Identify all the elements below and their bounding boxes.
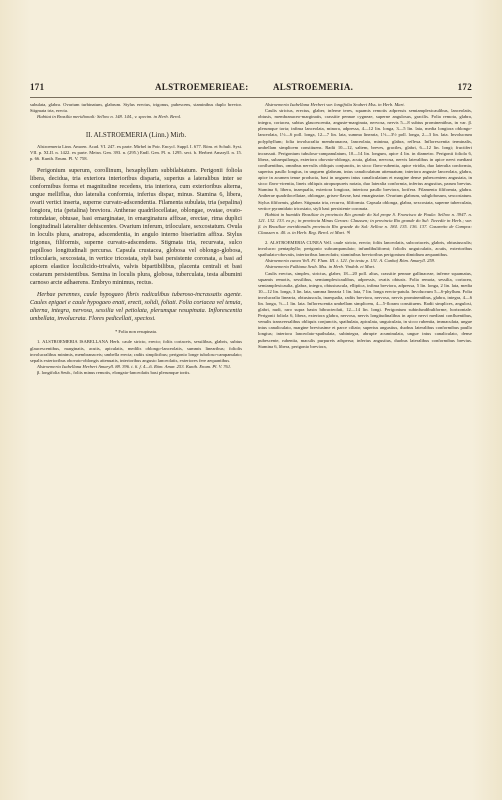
species-2-reference-2: Alstroemeria Fulkiana Seub. Mss. in Herb. Vindob. et Mart. [265,264,376,270]
page-number-left: 171 [30,82,45,92]
intro-habitat: Habitat in Brasilia meridionali: Sellow n. 148. 144., v. specim. in Herb. Berol. [37,114,182,120]
species-1-diagnosis: 1. ALSTROEMERIA ISABELLANA Herb. caule stricto, erecto; foliis coriaceis, sessilibus, glabris, subtus glaucescentibus, marginatis, acutis, apiculatis, medilis oblongo-lanceolatis, summis linearibus; foliolis involucralibus minimis, membranaceis; umbella erecta; radiis simplicibus; perigonio longe tuboloso-campanulato; sepalis exterioribus obovato-oblongis attenuatis, interioribus angusto lanceolatis, exteriores fere aequantibus. [30,339,242,363]
species-2-reference-1: Alstroemeria cunea Vell. Fl. Flum. III. t. 121. (in textu p. 131. A. Cunha) Röm. Amaryll. 259. [265,258,436,264]
left-column [30,102,242,742]
species-1-variety-reference: Alstroemeria Isabellana Herbert var. longifolia Seubert Mss. in Herb. Mart. [265,102,405,107]
genus-description: Perigonium superum, corollinum, hexaphyllum subbilabiatum. Perigonii foliola libera, decidua, tria exteriora interioribus disparia, superius a lateralibus inter se conformibus forma et magnitudine recedens, tria interiora, cum exterioribus alterna, unguе mellifluа, duo lateralia conformia, inferius dispar, minus. Stamina 6, libera, ovarii vertici inserta, superne curvato-adscendentia. Filamenta subulata, tria (sepalina) longiora, tria (petalina) breviora. Antherae quadrilocellatae, oblongae, ovatae, ovato-rotundatae, obtusae, basi emarginatae, in emarginatura affixae, erectae, rima duplici longitudinali lateraliter dehiscentes. Ovarium inferum, triloculare, sexcostatum. Ovula in loculis plura, anatropa, adscendentia, in angulo interno biseriatim affixa. Stylus trigonus, filiformis, superne curvato-adscendens. Stigmata tria, recurvata, sulco papilloso longitudinali percursa. Capsula crustacea, globosa vel oblongo-globosa, trilocularis, sexcostata, in vertice tricostata, styli basi persistente coronata, a basi ad apicem elastice loculicido-trivalvis, valvis bipartibilibus, placenta centrali et basi costarum persistentibus. Semina in loculis plura, globosa, tuberculata, testa albumini carnoso arcte adhaerens. Embryo minimus, rectus. [30,167,242,287]
running-header [30,82,472,96]
section-footnote: * Folia non resupinata. [114,329,158,335]
species-1-reference: Alstroemeria Isabellana Herbert Amaryll. 88. 396. t. 6. f. 4—6. Röm. Amar. 253. Kunth. Enum. Pl. V. 761. [37,363,232,369]
genus-synonymy: Alstroemeria Linn. Amoen. Acad. VI. 247. ex parte. Mirbel in Poir. Encycl. Suppl. I. 677. Röm. et Schult. Syst. VII. p. XLII. n. 1422. ex parte. Meisn. Gen. 393. n. (295.) Endl. Gen. Pl. n. 1295. sect. b. Herbert Amaryll. n. 15. p. 66. Kunth. Enum. Pl. V. 758. [30,144,242,162]
page-number-right: 172 [457,82,472,92]
genus-heading: II. ALSTROEMERIA (Linn.) Mirb. [85,131,187,140]
genus-habit: Herbae perennes, caule hypogaeo fibris radicalibus tuberoso-incrassatis agente. Caules epigaei e caule hypogaeo enati, erecti, solidi, foliati. Folia coriacea vel tenuia, alterna, integra, nervosa, sessilia vel petiolata, plerumque resupinata. Inflorescentia umbellata, involucrata. Flores pedicellati, speciosi. [30,292,242,323]
right-column [258,102,472,772]
species-2-description: Caulis erectus, simplex, strictus, glaber, 18—20 poll. altus, crassitie pennae gallinaceae, inferne squamatus, squamis remotis, sessilibus, semiamplexicaulibus, adpressis, ovatis obtusis. Folia remota, sessilia, coriacea, semiamplexicaulia, glabra, integra, obtusiuscula, elliptica, infima breviora, adpressa, 5 lin. longa, 2 lin. lata, media 10—12 lin. longa, 3 lin. lata, summa linearia 1 lin. lata, 7 lin. longa erecto-patula. Involucrum 5—6-phyllum. Folia involucralia linearia, obtusiuscula, inaequalia, radiis breviora, nervosa, nervis prominentibus, glabra, integra, 4—6 lin. longa, ½—1 lin. lata. Inflorescentia umbellam simplicem, 4—5-floram constituens. Radii simplices, angulosi, glabri, nudi, raro supra basin bibracteolati, 12—14 lin. longi. Perigonium subinfundibuliforme, horizontale. Perigonii foliola 6, libera, exteriora glabra, nervosa, nervis longitudinalibus in apice nervi mediani confluentibus, venulis transversalibus obliquis conjunctis, spathulata, apiculata, unguiculata, in sicco rubentia, immaculata, ungue intus canaliculato, margine breviusime et parce ciliato; superius angustius, duobus lateralibus conformibus paullo longius; interiora lanceolato-spathulata, subintegra, abrupte acuminulata, ungue intus canaliculato, dense pubescente, rubentia, maculis purpureis adspersa; inferius angustius, duobus lateralibus conformibus brevius. Stamina 6, libera, perigonio breviora, [258,270,472,349]
intro-description: subulata, glabra. Ovarium turbinatum, glabrum. Stylus erectus, trigonus, pubescens, staminibus duplo brevior. Stigmata tria, erecta. [30,102,242,114]
species-1-habitat: Habitat in humidis Brasiliae in provincia Rio grande do Sul prope S. Francisco de Paula: Sellow n. 3947. n. 121. 132. 133. ex p.; in provincia Minas Geraes: Claussen; in provincia Rio grande do Sul: Tweedie in Herb.; var. β. in Brasiliae meridionalis provincia Rio grande do Sul: Sellow n. 184. 135. 136. 137. Casaretto de Campos: Claussen n. 40. a. in Herb. Reg. Berol. et Mart. ♃ [258,211,472,235]
species-1-variety: β. longifolia Seub., foliis minus remotis, elongato-lanceolatis basi plerumque tortis. [37,369,191,375]
header-rule [30,97,472,98]
running-title-right: ALSTROEMERIA. [273,82,354,92]
species-2-diagnosis: 2. ALSTROEMERIA CUNEA Vell. caule stricto, erecto; foliis lanceolatis, subcoriaceis, glabris, obtusiusculis; involucro pentaphyllo; perigonio subcampanulato; infundibuliformi; foliolis unguiculatis, acutis, exterioribus spathulato-obovatis, interioribus lanceolatis; staminibus brevioribus perigonium dimidium aequantibus. [258,240,472,258]
species-1-description: Caulis strictus, erectus, glaber, inferne teres, squamis remotis adpressis semiamplexicaulibus, lanceolatis, obtusis, membranaceo-marginatis, crassitie pennae cygneae, superne angulosus, gracilis. Folia remota, glabra, integra, coriacea, subtus glaucescentia, anguste-marginata, nervosa, nervis 5—8 subtus prominentibus, in var. β. plerumque tortа; infima lanceolata, minora, adpressa, 4—12 lin. longa, 3—5 lin. lata, media longiora oblongo-lanceolata, 1½—6 poll. longa, 12—7 lin. lata, summa linearia, 1½—3½ poll. longa, 2—3 lin. lata. Involucrum polyphyllum; folia involucralia membranacea, lanceolata, minima, glabra, reflexa. Inflorescentia terminalis, umbellam simplicem constituens. Radii 10—12, saltem, breves, graciles, glabri, 6—12 lin. longi; fructiferi incrassati. Perigonium tubuloso-campanulatum, 10—14 lin. longum, apice 4 lin. in diametro. Perigonii foliola 6, libera, subaequilonga, exteriora obovato-oblonga, acuta, glabra, nervosa, nervis lateralibus in apice nervi mediani confluentibus, omnibus nervulis obliquis conjunctis, in sicco flavo-rubentia, apice viridia, duo lateralia conformia, superius paullo longius, in unguem glabrum, intus canaliculatum attenuatum; interiora anguste lanceolata, glabra, apice in acumen tenue producta, basi in unguem intus canaliculatum et margine dense pubescentem angustata, in sicco flavo-virentia, lineis obliquis atropurpureis notata, duo lateralia conformia, inferius angustius, parum brevius. Stamina 6, libera, inaequalia, exteriora longiora, interiora paullo breviora, lorifera. Filamenta filiformia, glabra. Antherae quadrilocellatae, oblongae, griseo-flavae, basi emarginatae. Ovarium glabrum, subglobosum, sexcostatum. Stylus filiformis, glaber. Stigmata tria, recurva, filiformia. Capsula oblonga, glabra, sexcostata, superne tuberculata, vertice pyramidato tricostato, styli basi persistente coronata. [258,108,472,211]
running-title-left: ALSTROEMERIEAE: [155,82,249,92]
